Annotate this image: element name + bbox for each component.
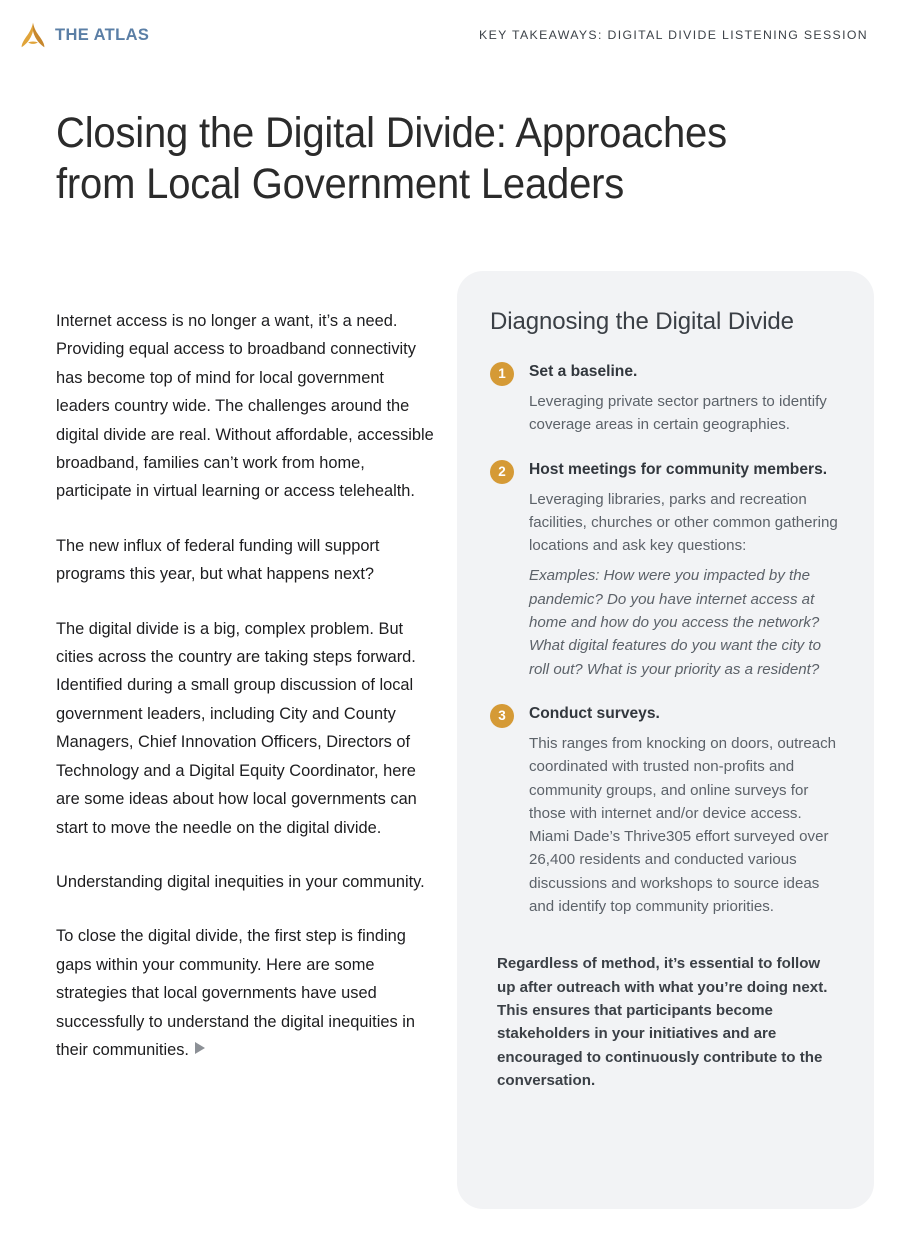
strategies-paragraph: [56, 922, 434, 1064]
diagnosing-panel: [457, 271, 874, 1209]
brand-logo[interactable]: [20, 21, 149, 49]
section-subheading: Understanding digital inequities in your community.: [56, 872, 425, 891]
play-triangle-icon[interactable]: [195, 1042, 205, 1054]
brand-name: THE ATLAS: [55, 25, 150, 44]
step-body: Leveraging libraries, parks and recreation facilities, churches or other common gathering locations and ask key questions:: [529, 490, 838, 555]
panel-footnote: Regardless of method, it’s essential to follow up after outreach with what you’re doing next. This ensures that participants become stakeholders in your initiatives and are encouraged to continuously contribute to the conversation.: [497, 955, 828, 1089]
step-examples-note: Examples: How were you impacted by the pandemic? Do you have internet access at home and how do you access the network? What digital features do you want the city to roll out? What is your priority as a resident?: [529, 567, 821, 678]
step-item-3: [490, 703, 842, 918]
step-item-2: [490, 459, 842, 681]
step-heading: Host meetings for community members.: [529, 460, 828, 478]
step-heading: Set a baseline.: [529, 363, 638, 380]
left-column: [56, 307, 434, 1064]
step-number-badge: 3: [490, 704, 514, 728]
discussion-paragraph: The digital divide is a big, complex problem. But cities across the country are taking steps forward. Identified during a small group discussion of local government leaders, including City and County Managers, Chief Innovation Officers, Directors of Technology and a Digital Equity Coordinator, here are some ideas about how local governments can start to move the needle on the digital divide.: [56, 619, 417, 837]
page-title: Closing the Digital Divide: Approaches from Local Government Leaders: [56, 109, 727, 208]
atlas-triangle-logo-icon: [20, 21, 46, 49]
intro-paragraph: Internet access is no longer a want, it’s a need. Providing equal access to broadband connectivity has become top of mind for local government leaders country wide. The challenges around the digital divide are real. Without affordable, accessible broadband, families can’t work from home, participate in virtual learning or access telehealth.: [56, 312, 434, 501]
step-body: This ranges from knocking on doors, outreach coordinated with trusted non-profits and community groups, and online surveys for those with internet and/or device access. Miami Dade’s Thrive305 effort surveyed over 26,400 residents and conducted various discussions and workshops to source ideas and identify top community priorities.: [529, 734, 837, 916]
step-body: Leveraging private sector partners to identify coverage areas in certain geographies.: [529, 393, 827, 434]
step-number-badge: 1: [490, 362, 514, 386]
step-heading: Conduct surveys.: [529, 704, 660, 722]
page-header: [0, 0, 900, 70]
step-item-1: [490, 361, 842, 437]
panel-title: Diagnosing the Digital Divide: [490, 308, 794, 335]
step-number-badge: 2: [490, 460, 514, 484]
strategies-text: To close the digital divide, the first step is finding gaps within your community. Here are some strategies that local governments have used successfully to understand the digital inequities in their communities.: [56, 927, 415, 1059]
funding-paragraph: The new influx of federal funding will support programs this year, but what happens next?: [56, 536, 380, 584]
header-eyebrow: KEY TAKEAWAYS: DIGITAL DIVIDE LISTENING SESSION: [479, 28, 868, 42]
